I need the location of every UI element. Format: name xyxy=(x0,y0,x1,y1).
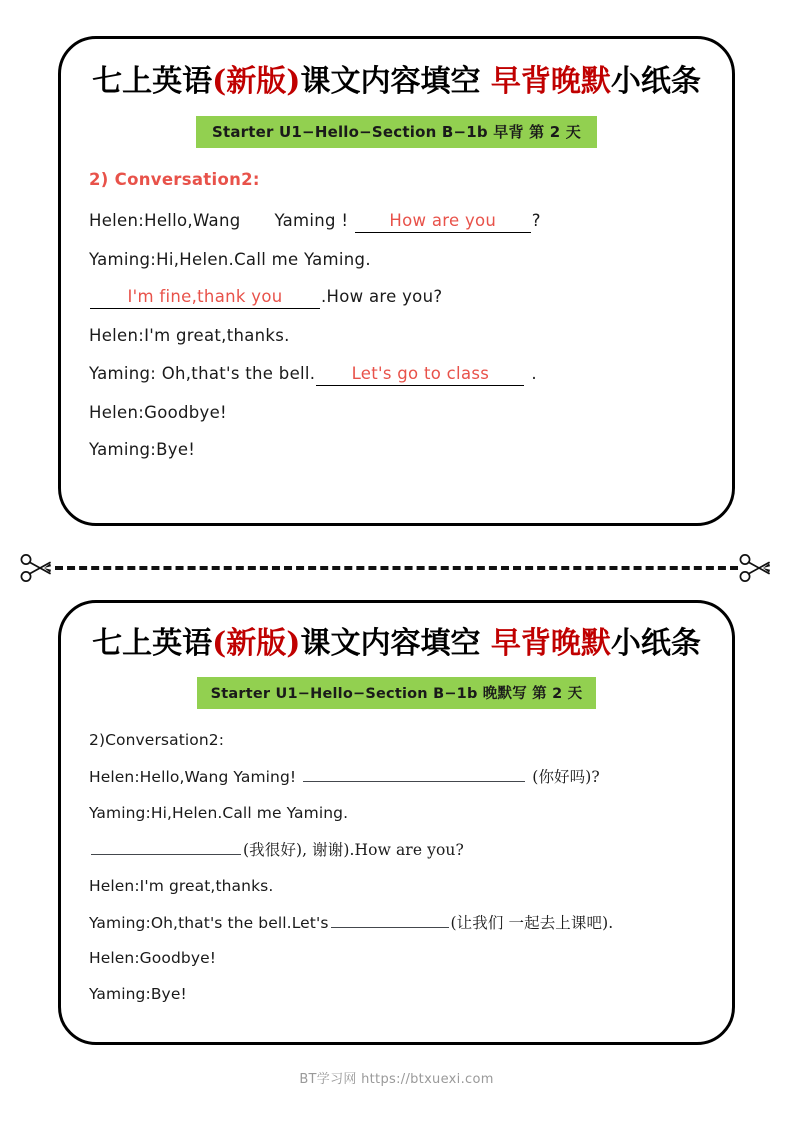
title-part-5: 小纸条 xyxy=(610,626,701,661)
dialogue-line: Yaming:Bye! xyxy=(89,440,196,460)
dialogue-line xyxy=(89,766,716,787)
cut-line xyxy=(0,548,793,588)
lesson-badge: Starter U1−Hello−Section B−1b 晚默写 第 2 天 xyxy=(197,677,597,709)
card-body xyxy=(61,170,732,461)
answer-blank-empty[interactable] xyxy=(91,839,241,855)
answer-blank-filled[interactable]: How are you xyxy=(355,212,531,233)
line-speaker-text: Yaming:Oh,that's the bell.Let's xyxy=(89,913,329,932)
dialogue-line xyxy=(89,287,706,309)
dialogue-line xyxy=(89,211,706,233)
dialogue-line xyxy=(89,364,706,386)
cut-dashed-rule xyxy=(55,566,738,570)
line-speaker-text: Helen:Hello,Wang Yaming! xyxy=(89,768,297,787)
line-speaker-text: Helen:Hello,Wang xyxy=(89,210,241,230)
title-part-5: 小纸条 xyxy=(610,64,701,99)
title-part-2-red: (新版) xyxy=(212,64,301,99)
line-gap-text: Yaming ! xyxy=(274,210,349,230)
dialogue-line xyxy=(89,912,716,933)
dialogue-line: Yaming:Bye! xyxy=(89,984,187,1003)
dialogue-line: Helen:Goodbye! xyxy=(89,402,227,422)
answer-blank-filled[interactable]: Let's go to class xyxy=(316,365,524,386)
lesson-badge: Starter U1−Hello−Section B−1b 早背 第 2 天 xyxy=(196,116,597,148)
title-part-4-red: 早背晚默 xyxy=(490,626,611,661)
section-label: 2) Conversation2: xyxy=(89,170,260,189)
answer-blank-filled[interactable]: I'm fine,thank you xyxy=(90,288,320,309)
watermark: BT学习网 https://btxuexi.com xyxy=(299,1072,494,1087)
worksheet-card-morning-recite xyxy=(58,36,735,526)
worksheet-card-evening-dictation xyxy=(58,600,735,1045)
line-hint-text: (你好吗)? xyxy=(532,768,600,787)
badge-row xyxy=(61,677,732,709)
line-trailing-text: .How are you? xyxy=(321,287,443,307)
line-trailing-text: . xyxy=(531,363,537,383)
card-title xyxy=(61,627,732,660)
dialogue-line xyxy=(89,839,716,860)
dialogue-line: Helen:I'm great,thanks. xyxy=(89,326,290,346)
scissors-icon xyxy=(17,548,57,588)
dialogue-line: Yaming:Hi,Helen.Call me Yaming. xyxy=(89,249,371,269)
line-trailing-text: ? xyxy=(531,210,541,230)
card-title xyxy=(61,65,732,98)
title-part-1: 七上英语 xyxy=(92,626,213,661)
line-hint-text: (让我们 一起去上课吧). xyxy=(450,913,614,932)
scissors-icon xyxy=(736,548,776,588)
dialogue-line: Helen:Goodbye! xyxy=(89,949,217,968)
line-hint-text: (我很好), 谢谢).How are you? xyxy=(243,841,464,860)
title-part-3: 课文内容填空 xyxy=(300,626,481,661)
answer-blank-empty[interactable] xyxy=(331,912,449,928)
title-part-2-red: (新版) xyxy=(212,626,301,661)
dialogue-line: Yaming:Hi,Helen.Call me Yaming. xyxy=(89,803,349,822)
title-part-4-red: 早背晚默 xyxy=(490,64,611,99)
answer-blank-empty[interactable] xyxy=(303,766,525,782)
dialogue-line: Helen:I'm great,thanks. xyxy=(89,876,274,895)
badge-row xyxy=(61,116,732,148)
title-part-3: 课文内容填空 xyxy=(300,64,481,99)
section-label: 2)Conversation2: xyxy=(89,731,225,749)
card-body xyxy=(61,731,732,1004)
title-part-1: 七上英语 xyxy=(92,64,213,99)
line-speaker-text: Yaming: Oh,that's the bell. xyxy=(89,363,316,383)
